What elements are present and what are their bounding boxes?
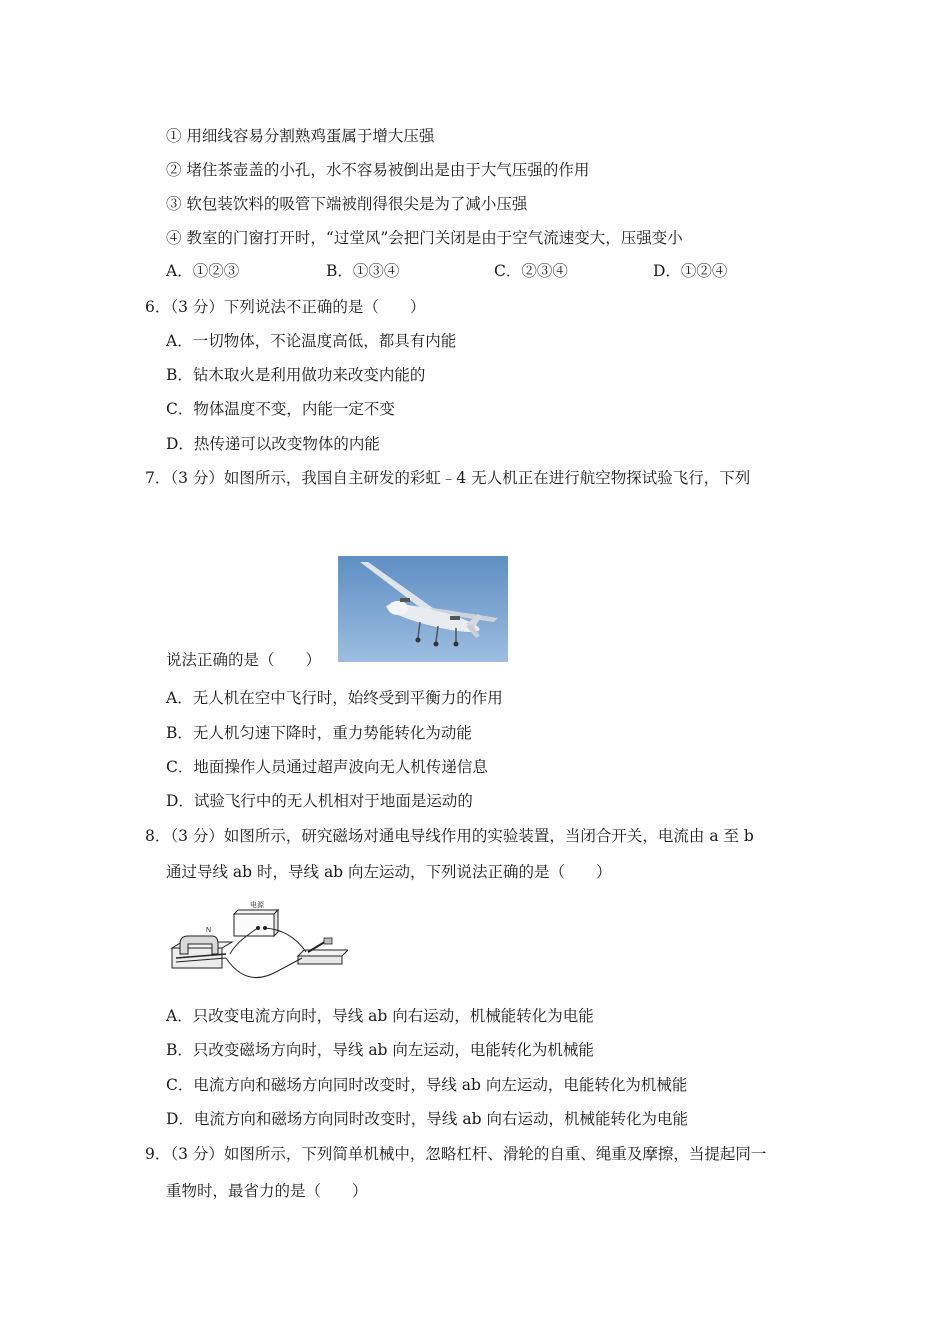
q7-option-c[interactable]: C．地面操作人员通过超声波向无人机传递信息	[166, 758, 488, 776]
q5-option-a[interactable]: A．①②③	[166, 262, 240, 280]
q8-stem-cont: 通过导线 ab 时，导线 ab 向左运动，下列说法正确的是（ ）	[166, 863, 612, 881]
q6-stem: 6．（3 分）下列说法不正确的是（ ）	[145, 298, 426, 316]
q5-statement-3: ③ 软包装饮料的吸管下端被削得很尖是为了减小压强	[166, 195, 528, 213]
q6-option-d[interactable]: D．热传递可以改变物体的内能	[166, 435, 380, 453]
q7-stem-cont: 说法正确的是（ ）	[166, 651, 322, 669]
q5-option-c[interactable]: C．②③④	[494, 262, 568, 280]
q9-stem-cont: 重物时，最省力的是（ ）	[166, 1182, 368, 1200]
drone-photo	[338, 556, 508, 662]
q5-statement-2: ② 堵住茶壶盖的小孔，水不容易被倒出是由于大气压强的作用	[166, 161, 590, 179]
q8-stem: 8．（3 分）如图所示，研究磁场对通电导线作用的实验装置，当闭合开关，电流由 a 至 b	[145, 827, 754, 845]
q8-option-c[interactable]: C．电流方向和磁场方向同时改变时，导线 ab 向左运动，电能转化为机械能	[166, 1076, 688, 1094]
q8-option-a[interactable]: A．只改变电流方向时，导线 ab 向右运动，机械能转化为电能	[166, 1007, 594, 1025]
q9-stem: 9．（3 分）如图所示，下列简单机械中，忽略杠杆、滑轮的自重、绳重及摩擦，当提起同一	[145, 1145, 767, 1163]
q5-statement-1: ① 用细线容易分割熟鸡蛋属于增大压强	[166, 127, 435, 145]
q6-option-b[interactable]: B．钻木取火是利用做功来改变内能的	[166, 366, 426, 384]
q6-option-c[interactable]: C．物体温度不变，内能一定不变	[166, 400, 395, 418]
q5-options	[166, 261, 766, 283]
q7-option-b[interactable]: B．无人机匀速下降时，重力势能转化为动能	[166, 724, 472, 742]
q5-statement-4: ④ 教室的门窗打开时，“过堂风”会把门关闭是由于空气流速变大，压强变小	[166, 229, 683, 247]
north-pole-label: N	[206, 927, 212, 934]
q7-option-a[interactable]: A．无人机在空中飞行时，始终受到平衡力的作用	[166, 689, 503, 707]
q8-option-d[interactable]: D．电流方向和磁场方向同时改变时，导线 ab 向右运动，机械能转化为电能	[166, 1110, 688, 1128]
q6-option-a[interactable]: A．一切物体，不论温度高低，都具有内能	[166, 332, 457, 350]
q5-option-b[interactable]: B．①③④	[326, 262, 400, 280]
q7-option-d[interactable]: D．试验飞行中的无人机相对于地面是运动的	[166, 792, 473, 810]
q8-option-b[interactable]: B．只改变磁场方向时，导线 ab 向左运动，电能转化为机械能	[166, 1041, 594, 1059]
circuit-diagram	[166, 898, 348, 980]
power-label: 电源	[250, 902, 264, 909]
q7-stem: 7．（3 分）如图所示，我国自主研发的彩虹﹣4 无人机正在进行航空物探试验飞行，下列	[145, 469, 751, 487]
q5-option-d[interactable]: D．①②④	[653, 262, 728, 280]
